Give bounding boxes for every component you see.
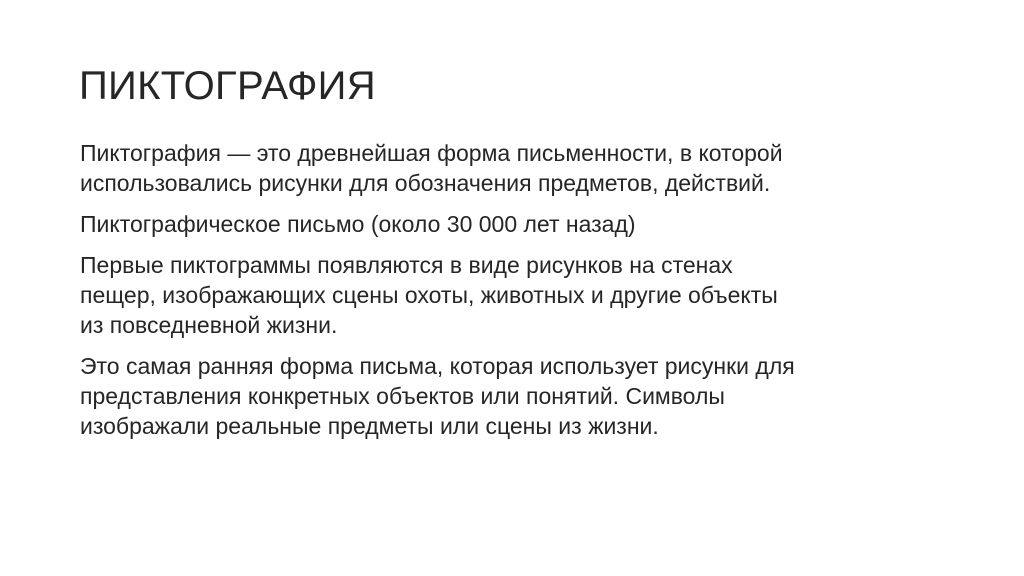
paragraph-line: пещер, изображающих сцены охоты, животных и другие объекты <box>80 282 778 308</box>
paragraph-line: Пиктографическое письмо (около 30 000 лет назад) <box>80 211 636 237</box>
paragraph-line: Пиктография — это древнейшая форма письменности, в которой <box>80 140 783 166</box>
paragraph-earliest-form <box>80 351 960 441</box>
slide-title: ПИКТОГРАФИЯ <box>79 64 376 108</box>
paragraph-line: использовались рисунки для обозначения предметов, действий. <box>80 170 771 196</box>
slide-body <box>80 138 960 452</box>
paragraph-line: Первые пиктограммы появляются в виде рисунков на стенах <box>80 252 733 278</box>
paragraph-line: изображали реальные предметы или сцены из жизни. <box>80 413 659 439</box>
paragraph-cave-drawings <box>80 250 960 340</box>
paragraph-line: из повседневной жизни. <box>80 312 338 338</box>
paragraph-age <box>80 209 960 239</box>
paragraph-line: представления конкретных объектов или понятий. Символы <box>80 383 725 409</box>
paragraph-line: Это самая ранняя форма письма, которая использует рисунки для <box>80 353 795 379</box>
paragraph-definition <box>80 138 960 198</box>
